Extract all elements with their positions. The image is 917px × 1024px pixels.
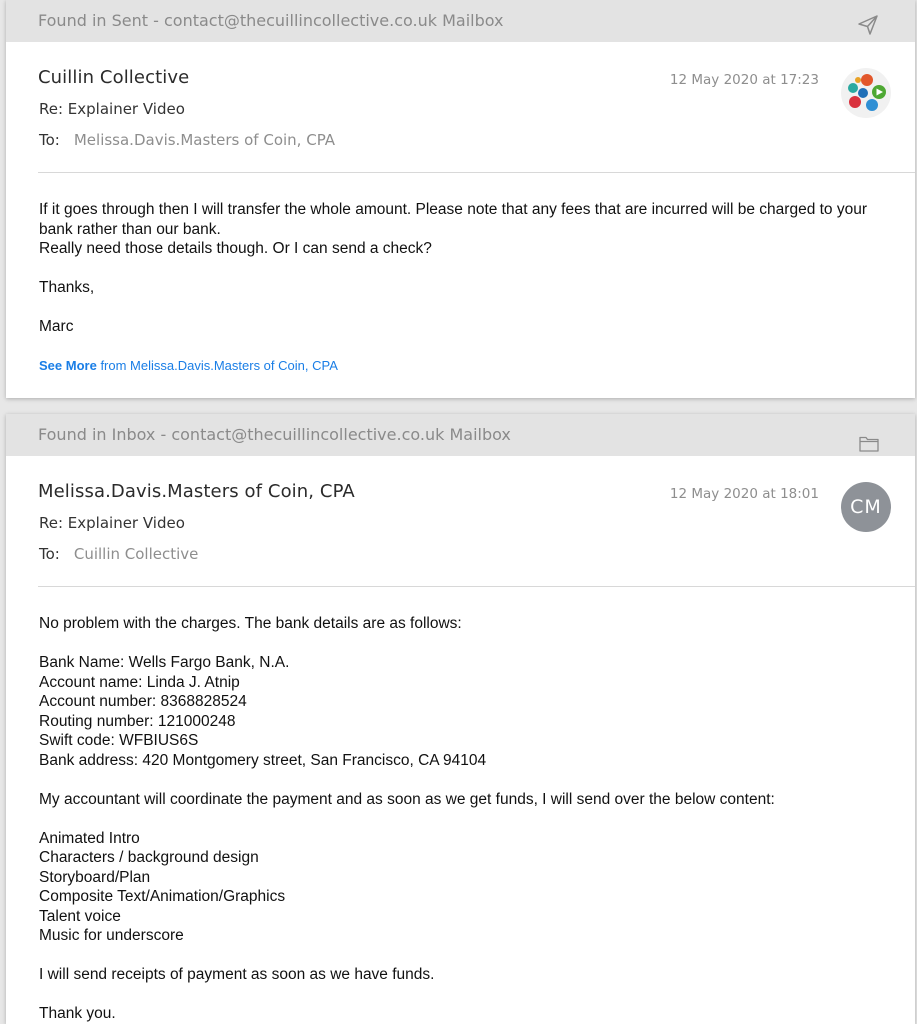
content-list: Animated Intro Characters / background design Storyboard/Plan Composite Text/Animation/Graphics Talent voice Music for underscore — [39, 829, 286, 944]
cuillin-logo-icon — [841, 68, 891, 118]
found-in-label: Found in Inbox - contact@thecuillincollective.co.uk Mailbox — [38, 425, 511, 444]
see-more-link[interactable]: See More — [39, 358, 97, 373]
to-label: To: — [39, 545, 60, 563]
mailbox-bar — [6, 414, 915, 456]
see-more-from[interactable]: from Melissa.Davis.Masters of Coin, CPA — [100, 358, 338, 373]
body-paragraph: Marc — [39, 318, 74, 335]
recipient-name[interactable]: Melissa.Davis.Masters of Coin, CPA — [73, 131, 336, 149]
message-header — [38, 456, 915, 587]
mailbox-bar — [6, 0, 915, 42]
recipient-line — [39, 131, 335, 149]
search-result-sent[interactable] — [6, 0, 915, 398]
message-header — [38, 42, 915, 173]
bank-details: Bank Name: Wells Fargo Bank, N.A. Account name: Linda J. Atnip Account number: 8368828524 Routing number: 121000248 Swift code: WFBIUS6S Bank address: 420 Montgomery street, San Francisco, CA 94104 — [39, 654, 487, 769]
recipient-name[interactable]: Cuillin Collective — [73, 545, 199, 563]
body-paragraph: Thank you. — [39, 1005, 116, 1022]
body-paragraph: My accountant will coordinate the payment and as soon as we get funds, I will send over the below content: — [39, 790, 775, 808]
body-paragraph: No problem with the charges. The bank details are as follows: — [39, 615, 462, 632]
sender-name: Melissa.Davis.Masters of Coin, CPA — [38, 481, 355, 502]
sender-name: Cuillin Collective — [38, 67, 190, 88]
subject-line: Re: Explainer Video — [39, 514, 185, 532]
body-paragraph: Thanks, — [39, 279, 95, 296]
search-result-inbox[interactable] — [6, 414, 915, 1024]
avatar: CM — [841, 482, 891, 532]
message-body — [6, 587, 915, 1024]
body-paragraph: I will send receipts of payment as soon as we have funds. — [39, 966, 435, 983]
subject-line: Re: Explainer Video — [39, 100, 185, 118]
avatar-logo — [841, 68, 891, 118]
see-more-row — [39, 356, 875, 376]
message-body — [6, 173, 915, 376]
message-date: 12 May 2020 at 18:01 — [669, 486, 819, 502]
body-paragraph: If it goes through then I will transfer the whole amount. Please note that any fees that are incurred will be charged to your bank rather than our bank. Really need those details though. Or I can send a check? — [39, 201, 868, 257]
to-label: To: — [39, 131, 60, 149]
found-in-label: Found in Sent - contact@thecuillincollective.co.uk Mailbox — [38, 11, 504, 30]
message-date: 12 May 2020 at 17:23 — [669, 72, 819, 88]
recipient-line — [39, 545, 198, 563]
